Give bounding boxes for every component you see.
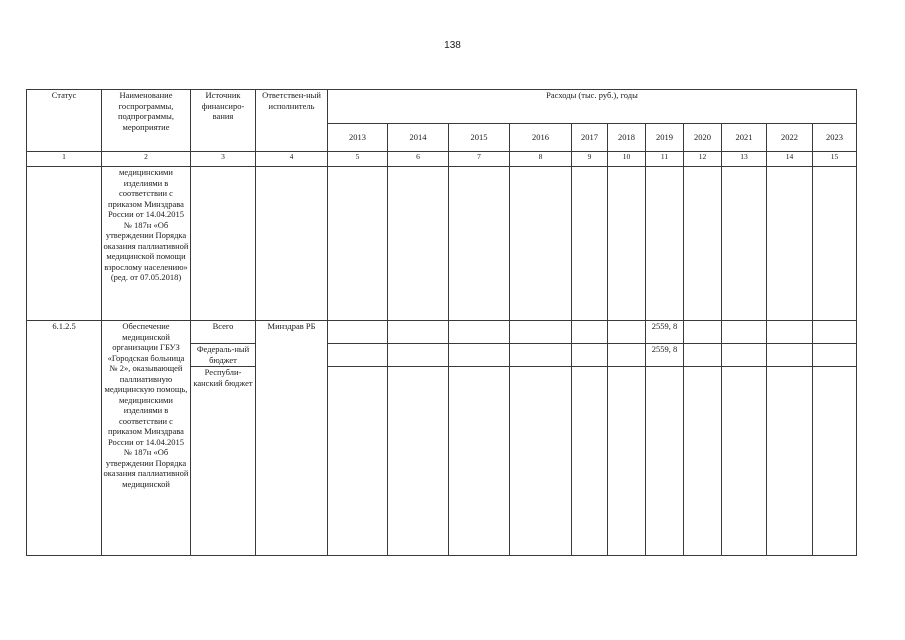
continuation-value-cell <box>572 167 608 321</box>
continuation-value-cell <box>646 167 684 321</box>
year-header-2019: 2019 <box>646 124 684 152</box>
continuation-value-cell <box>767 167 813 321</box>
value-cell-2019: 2559, 8 <box>646 321 684 344</box>
column-number-cell: 12 <box>684 152 722 167</box>
continuation-source-cell <box>191 167 256 321</box>
year-header-2021: 2021 <box>722 124 767 152</box>
value-cell-2013 <box>328 321 388 344</box>
continuation-name-cell: медицинскими изделиями в соответствии с приказом Минздрава России от 14.04.2015 № 187н «Об утверждении Порядка оказания паллиативной медицинской помощи взрослому населению» (ред. от 07.05.2018) <box>102 167 191 321</box>
value-cell-2021 <box>722 344 767 367</box>
value-cell-2018 <box>608 344 646 367</box>
value-cell-2023 <box>813 367 857 556</box>
header-executor: Ответствен-ный исполнитель <box>256 90 328 152</box>
column-number-cell: 11 <box>646 152 684 167</box>
column-number-cell: 10 <box>608 152 646 167</box>
continuation-value-cell <box>608 167 646 321</box>
value-cell-2020 <box>684 367 722 556</box>
column-number-cell: 1 <box>27 152 102 167</box>
value-cell-2017 <box>572 344 608 367</box>
year-header-2014: 2014 <box>388 124 449 152</box>
value-cell-2018 <box>608 321 646 344</box>
value-cell-2023 <box>813 321 857 344</box>
value-cell-2020 <box>684 344 722 367</box>
continuation-status-cell <box>27 167 102 321</box>
continuation-value-cell <box>510 167 572 321</box>
column-number-cell: 5 <box>328 152 388 167</box>
value-cell-2014 <box>388 321 449 344</box>
source-cell: Всего <box>191 321 256 344</box>
year-header-2018: 2018 <box>608 124 646 152</box>
header-status: Статус <box>27 90 102 152</box>
expenditure-table <box>26 89 857 556</box>
value-cell-2015 <box>449 321 510 344</box>
value-cell-2015 <box>449 344 510 367</box>
column-number-cell: 9 <box>572 152 608 167</box>
column-number-cell: 8 <box>510 152 572 167</box>
header-expenses: Расходы (тыс. руб.), годы <box>328 90 857 124</box>
value-cell-2019: 2559, 8 <box>646 344 684 367</box>
header-source: Источник финансиро-вания <box>191 90 256 152</box>
source-cell: Федераль-ный бюджет <box>191 344 256 367</box>
value-cell-2023 <box>813 344 857 367</box>
value-cell-2022 <box>767 344 813 367</box>
continuation-executor-cell <box>256 167 328 321</box>
value-cell-2013 <box>328 367 388 556</box>
value-cell-2016 <box>510 321 572 344</box>
column-number-cell: 13 <box>722 152 767 167</box>
continuation-value-cell <box>722 167 767 321</box>
value-cell-2020 <box>684 321 722 344</box>
column-number-cell: 15 <box>813 152 857 167</box>
year-header-2023: 2023 <box>813 124 857 152</box>
item-status: 6.1.2.5 <box>27 321 102 556</box>
source-cell: Республи-канский бюджет <box>191 367 256 556</box>
value-cell-2021 <box>722 367 767 556</box>
value-cell-2021 <box>722 321 767 344</box>
page-number: 138 <box>444 40 461 51</box>
value-cell-2016 <box>510 367 572 556</box>
value-cell-2016 <box>510 344 572 367</box>
column-number-cell: 4 <box>256 152 328 167</box>
year-header-2017: 2017 <box>572 124 608 152</box>
value-cell-2018 <box>608 367 646 556</box>
value-cell-2014 <box>388 367 449 556</box>
year-header-2020: 2020 <box>684 124 722 152</box>
value-cell-2013 <box>328 344 388 367</box>
value-cell-2022 <box>767 367 813 556</box>
item-name: Обеспечение медицинской организации ГБУЗ «Городская больница № 2», оказывающей паллиативную медицинскую помощь, медицинскими изделиями в соответствии с приказом Минздрава России от 14.04.2015 № 187н «Об утверждении Порядка оказания паллиативной медицинской <box>102 321 191 556</box>
column-number-cell: 14 <box>767 152 813 167</box>
value-cell-2015 <box>449 367 510 556</box>
continuation-value-cell <box>684 167 722 321</box>
continuation-value-cell <box>388 167 449 321</box>
year-header-2015: 2015 <box>449 124 510 152</box>
column-number-cell: 7 <box>449 152 510 167</box>
continuation-value-cell <box>813 167 857 321</box>
year-header-2022: 2022 <box>767 124 813 152</box>
value-cell-2019 <box>646 367 684 556</box>
column-number-cell: 3 <box>191 152 256 167</box>
item-executor: Минздрав РБ <box>256 321 328 556</box>
header-name: Наименование госпрограммы, подпрограммы, мероприятие <box>102 90 191 152</box>
value-cell-2017 <box>572 321 608 344</box>
column-number-cell: 6 <box>388 152 449 167</box>
column-number-cell: 2 <box>102 152 191 167</box>
continuation-value-cell <box>328 167 388 321</box>
continuation-value-cell <box>449 167 510 321</box>
year-header-2013: 2013 <box>328 124 388 152</box>
value-cell-2017 <box>572 367 608 556</box>
value-cell-2014 <box>388 344 449 367</box>
value-cell-2022 <box>767 321 813 344</box>
year-header-2016: 2016 <box>510 124 572 152</box>
